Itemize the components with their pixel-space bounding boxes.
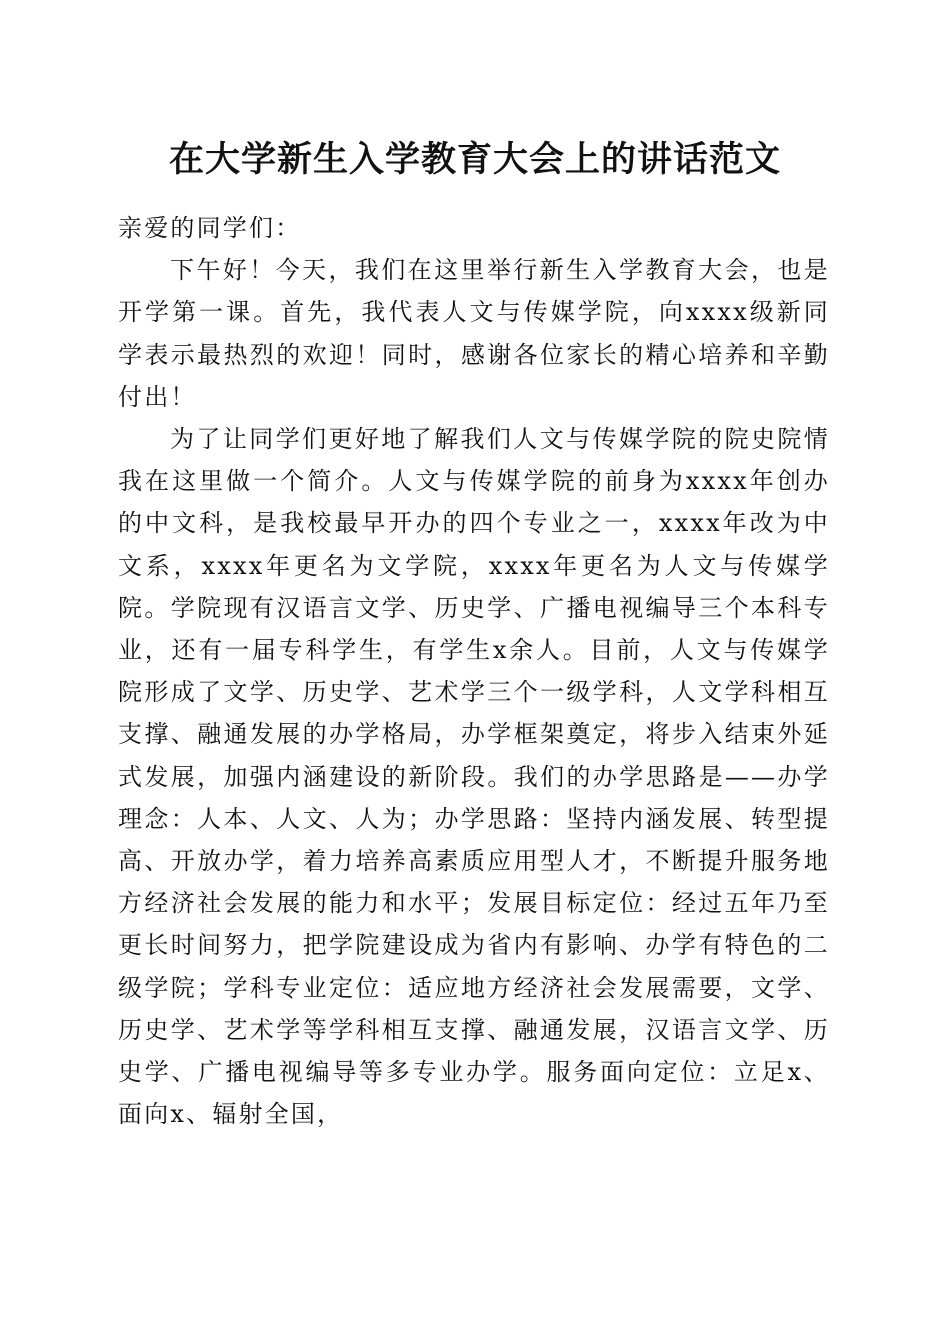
- paragraph-greeting: 下午好！今天，我们在这里举行新生入学教育大会，也是开学第一课。首先，我代表人文与传媒学院，向xxxx级新同学表示最热烈的欢迎！同时，感谢各位家长的精心培养和辛勤付出！: [118, 256, 830, 411]
- document-body: [118, 207, 830, 1135]
- salutation: 亲爱的同学们：: [118, 214, 302, 242]
- document-title: 在大学新生入学教育大会上的讲话范文: [168, 139, 781, 180]
- paragraph-college-introduction: 为了让同学们更好地了解我们人文与传媒学院的院史院情我在这里做一个简介。人文与传媒学院的前身为xxxx年创办的中文科，是我校最早开办的四个专业之一，xxxx年改为中文系，xxxx年更名为文学院，xxxx年更名为人文与传媒学院。学院现有汉语言文学、历史学、广播电视编导三个本科专业，还有一届专科学生，有学生x余人。目前，人文与传媒学院形成了文学、历史学、艺术学三个一级学科，人文学科相互支撑、融通发展的办学格局，办学框架奠定，将步入结束外延式发展，加强内涵建设的新阶段。我们的办学思路是——办学理念：人本、人文、人为；办学思路：坚持内涵发展、转型提高、开放办学，着力培养高素质应用型人才，不断提升服务地方经济社会发展的能力和水平；发展目标定位：经过五年乃至更长时间努力，把学院建设成为省内有影响、办学有特色的二级学院；学科专业定位：适应地方经济社会发展需要，文学、历史学、艺术学等学科相互支撑、融通发展，汉语言文学、历史学、广播电视编导等多专业办学。服务面向定位：立足x、面向x、辐射全国，: [118, 425, 830, 1129]
